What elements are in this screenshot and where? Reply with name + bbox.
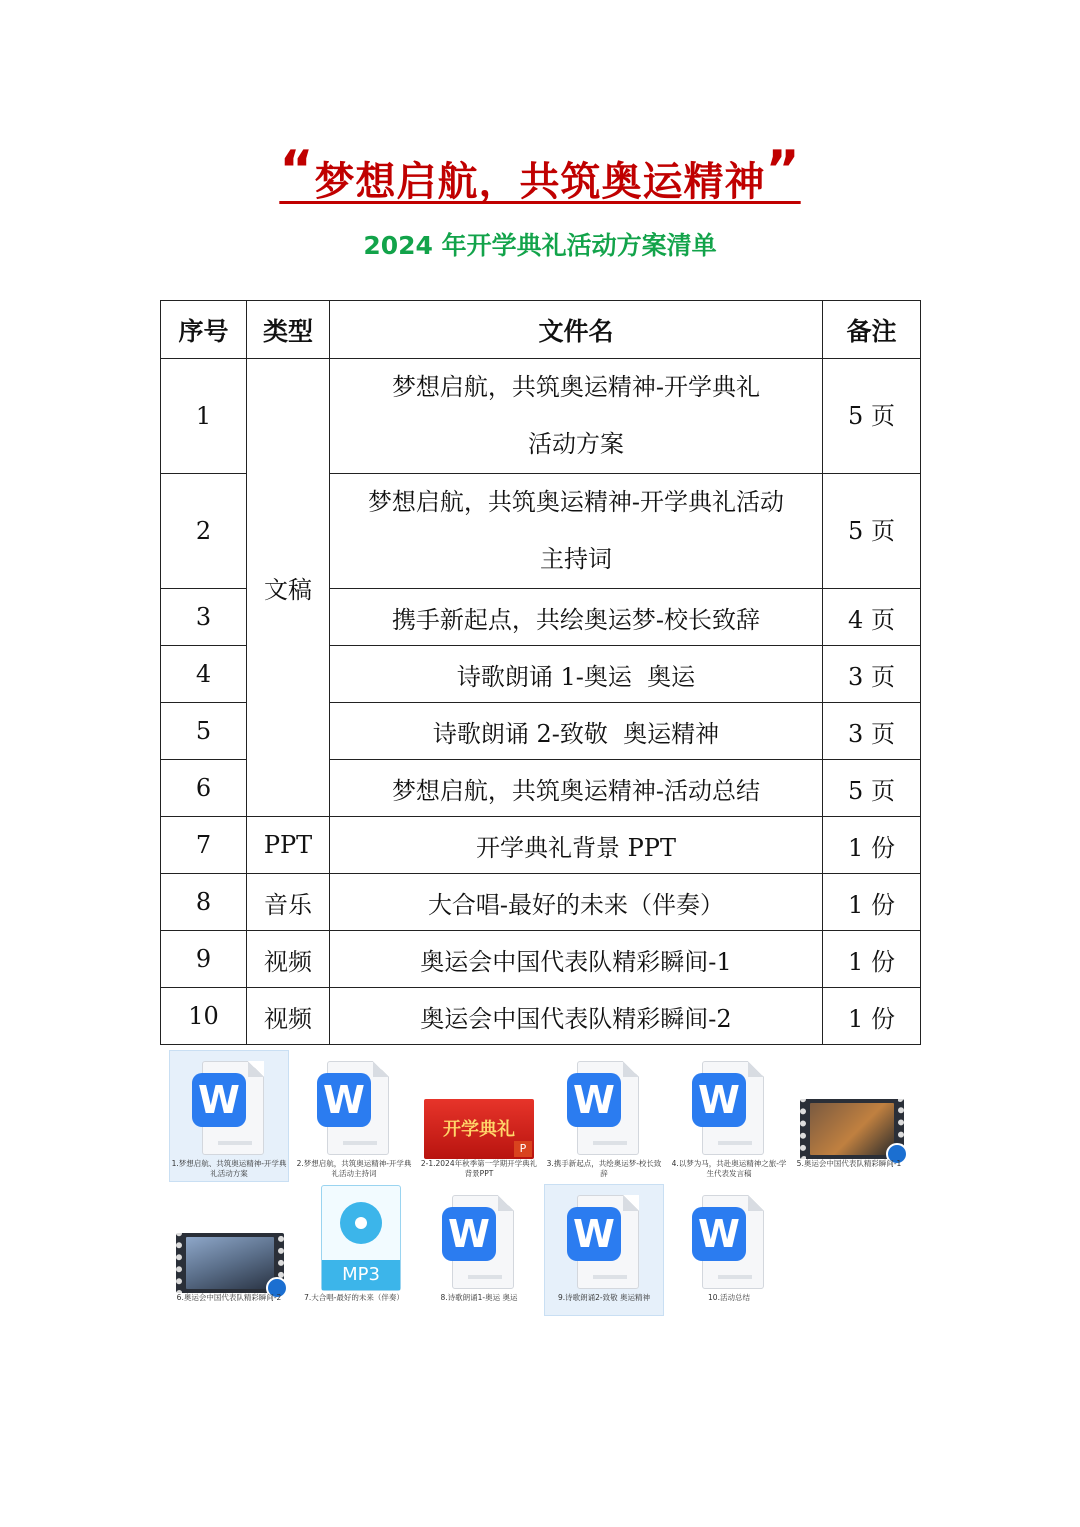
table-row — [161, 817, 921, 874]
file-item-3[interactable] — [420, 1051, 538, 1181]
file-item-9[interactable] — [420, 1185, 538, 1315]
row-note: 1 份 — [823, 874, 921, 931]
row-type: PPT — [247, 817, 330, 874]
row-no: 3 — [161, 589, 247, 646]
header-note: 备注 — [823, 301, 921, 359]
row-note: 1 份 — [823, 817, 921, 874]
row-filename: 诗歌朗诵 1-奥运 奥运 — [330, 646, 823, 703]
row-type: 视频 — [247, 988, 330, 1045]
word-doc-icon: W — [442, 1195, 516, 1289]
table-row — [161, 988, 921, 1045]
row-note: 1 份 — [823, 988, 921, 1045]
row-no: 8 — [161, 874, 247, 931]
file-label: 5.奥运会中国代表队精彩瞬间-1 — [796, 1159, 902, 1168]
row-type: 音乐 — [247, 874, 330, 931]
row-filename: 开学典礼背景 PPT — [330, 817, 823, 874]
file-label: 3.携手新起点，共绘奥运梦-校长致辞 — [546, 1159, 662, 1178]
file-item-8[interactable] — [295, 1185, 413, 1315]
row-note: 4 页 — [823, 589, 921, 646]
row-no: 4 — [161, 646, 247, 703]
word-doc-icon: W — [567, 1061, 641, 1155]
row-filename: 携手新起点，共绘奥运梦-校长致辞 — [330, 589, 823, 646]
row-no: 1 — [161, 359, 247, 474]
row-no: 5 — [161, 703, 247, 760]
row-filename: 梦想启航，共筑奥运精神-开学典礼 活动方案 — [330, 359, 823, 474]
row-note: 3 页 — [823, 646, 921, 703]
mp3-icon: MP3 — [321, 1185, 401, 1291]
table-header-row — [161, 301, 921, 359]
file-label: 2.梦想启航，共筑奥运精神-开学典礼活动主持词 — [296, 1159, 412, 1178]
header-no: 序号 — [161, 301, 247, 359]
row-type-group: 文稿 — [247, 359, 330, 817]
word-doc-icon: W — [567, 1195, 641, 1289]
row-no: 10 — [161, 988, 247, 1045]
table-row — [161, 359, 921, 474]
file-item-2[interactable] — [295, 1051, 413, 1181]
file-item-11[interactable] — [670, 1185, 788, 1315]
file-label: 4.以梦为马，共赴奥运精神之旅-学生代表发言稿 — [671, 1159, 787, 1178]
table-row — [161, 931, 921, 988]
ppt-thumbnail-icon: 开学典礼 P — [424, 1099, 534, 1159]
file-item-1[interactable] — [170, 1051, 288, 1181]
video-thumbnail-icon — [800, 1099, 904, 1159]
file-item-10[interactable] — [545, 1185, 663, 1315]
header-type: 类型 — [247, 301, 330, 359]
file-item-5[interactable] — [670, 1051, 788, 1181]
file-label: 2-1.2024年秋季第一学期开学典礼背景PPT — [420, 1159, 538, 1178]
word-doc-icon: W — [192, 1061, 266, 1155]
page-title: “梦想启航，共筑奥运精神” — [279, 140, 801, 205]
header-filename: 文件名 — [330, 301, 823, 359]
row-filename: 梦想启航，共筑奥运精神-活动总结 — [330, 760, 823, 817]
row-no: 7 — [161, 817, 247, 874]
row-note: 5 页 — [823, 760, 921, 817]
row-no: 2 — [161, 474, 247, 589]
row-no: 6 — [161, 760, 247, 817]
row-note: 3 页 — [823, 703, 921, 760]
row-filename: 奥运会中国代表队精彩瞬间-2 — [330, 988, 823, 1045]
file-label: 9.诗歌朗诵2-致敬 奥运精神 — [557, 1293, 651, 1302]
file-label: 7.大合唱-最好的未来（伴奏） — [304, 1293, 404, 1302]
row-filename: 奥运会中国代表队精彩瞬间-1 — [330, 931, 823, 988]
row-note: 5 页 — [823, 474, 921, 589]
row-filename: 梦想启航，共筑奥运精神-开学典礼活动 主持词 — [330, 474, 823, 589]
row-type: 视频 — [247, 931, 330, 988]
file-item-7[interactable] — [170, 1185, 288, 1315]
row-note: 1 份 — [823, 931, 921, 988]
word-doc-icon: W — [317, 1061, 391, 1155]
file-label: 10.活动总结 — [708, 1293, 750, 1302]
word-doc-icon: W — [692, 1195, 766, 1289]
row-filename: 大合唱-最好的未来（伴奏） — [330, 874, 823, 931]
file-item-6[interactable] — [790, 1051, 908, 1181]
row-note: 5 页 — [823, 359, 921, 474]
file-label: 8.诗歌朗诵1-奥运 奥运 — [440, 1293, 518, 1302]
row-no: 9 — [161, 931, 247, 988]
file-item-4[interactable] — [545, 1051, 663, 1181]
file-label: 6.奥运会中国代表队精彩瞬间-2 — [176, 1293, 282, 1302]
word-doc-icon: W — [692, 1061, 766, 1155]
video-thumbnail-icon — [176, 1233, 284, 1293]
file-list-table — [160, 300, 921, 1045]
table-row — [161, 874, 921, 931]
page-subtitle: 2024 年开学典礼活动方案清单 — [363, 231, 717, 260]
row-filename: 诗歌朗诵 2-致敬 奥运精神 — [330, 703, 823, 760]
file-icon-grid — [160, 1047, 920, 1317]
file-label: 1.梦想启航、共筑奥运精神-开学典礼活动方案 — [171, 1159, 287, 1178]
